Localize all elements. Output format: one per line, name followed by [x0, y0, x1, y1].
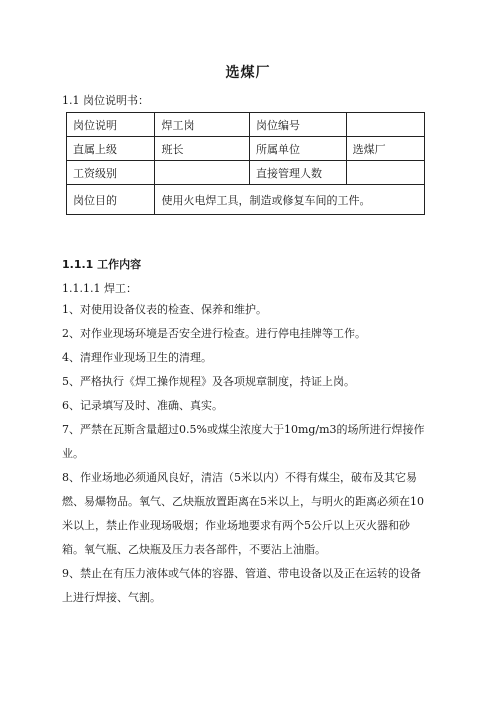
table-cell: 岗位目的: [67, 185, 155, 215]
table-row: [67, 137, 425, 161]
page-title: 选煤厂: [225, 65, 271, 81]
table-cell: 直接管理人数: [250, 161, 347, 185]
table-cell: 岗位说明: [67, 113, 155, 137]
duty-list: [62, 298, 430, 610]
list-item: 8、作业场地必须通风良好，清洁（5米以内）不得有煤尘，破布及其它易燃、易爆物品。氧气、乙炔瓶放置距离在5米以上，与明火的距离必须在10米以上，禁止作业现场吸烟；作业场地要求有两个5公斤以上灭火器和砂箱。氧气瓶、乙炔瓶及压力表各部件，不要沾上油脂。: [62, 471, 424, 556]
list-item: 7、严禁在瓦斯含量超过0.5%或煤尘浓度大于10mg/m3的场所进行焊接作业。: [62, 423, 425, 460]
table-cell: 所属单位: [250, 137, 347, 161]
list-item: 1、对使用设备仪表的检查、保养和维护。: [62, 303, 267, 316]
post-description-table: [66, 112, 425, 215]
table-cell: 焊工岗: [155, 113, 250, 137]
table-cell: 班长: [155, 137, 250, 161]
table-row: [67, 161, 425, 185]
table-cell: 工资级别: [67, 161, 155, 185]
subsection-heading: 1.1.1.1 焊工：: [62, 282, 137, 295]
list-item: 9、禁止在有压力液体或气体的容器、管道、带电设备以及正在运转的设备上进行焊接、气割。: [62, 567, 421, 604]
table-row: [67, 185, 425, 215]
list-item: 4、清理作业现场卫生的清理。: [62, 351, 212, 364]
list-item: 6、记录填写及时、准确、真实。: [62, 399, 223, 412]
section-subtitle: 1.1 岗位说明书：: [62, 94, 149, 107]
table-cell: 岗位编号: [250, 113, 347, 137]
table-cell: 直属上级: [67, 137, 155, 161]
table-cell: [346, 113, 424, 137]
table-row: [67, 113, 425, 137]
table-cell: 选煤厂: [346, 137, 424, 161]
list-item: 2、对作业现场环境是否安全进行检查。进行停电挂牌等工作。: [62, 327, 366, 340]
table-cell: 使用火电焊工具，制造或修复车间的工件。: [155, 185, 425, 215]
table-cell: [155, 161, 250, 185]
section-heading: 1.1.1 工作内容: [62, 258, 142, 271]
list-item: 5、严格执行《焊工操作规程》及各项规章制度，持证上岗。: [62, 375, 355, 388]
table-cell: [346, 161, 424, 185]
